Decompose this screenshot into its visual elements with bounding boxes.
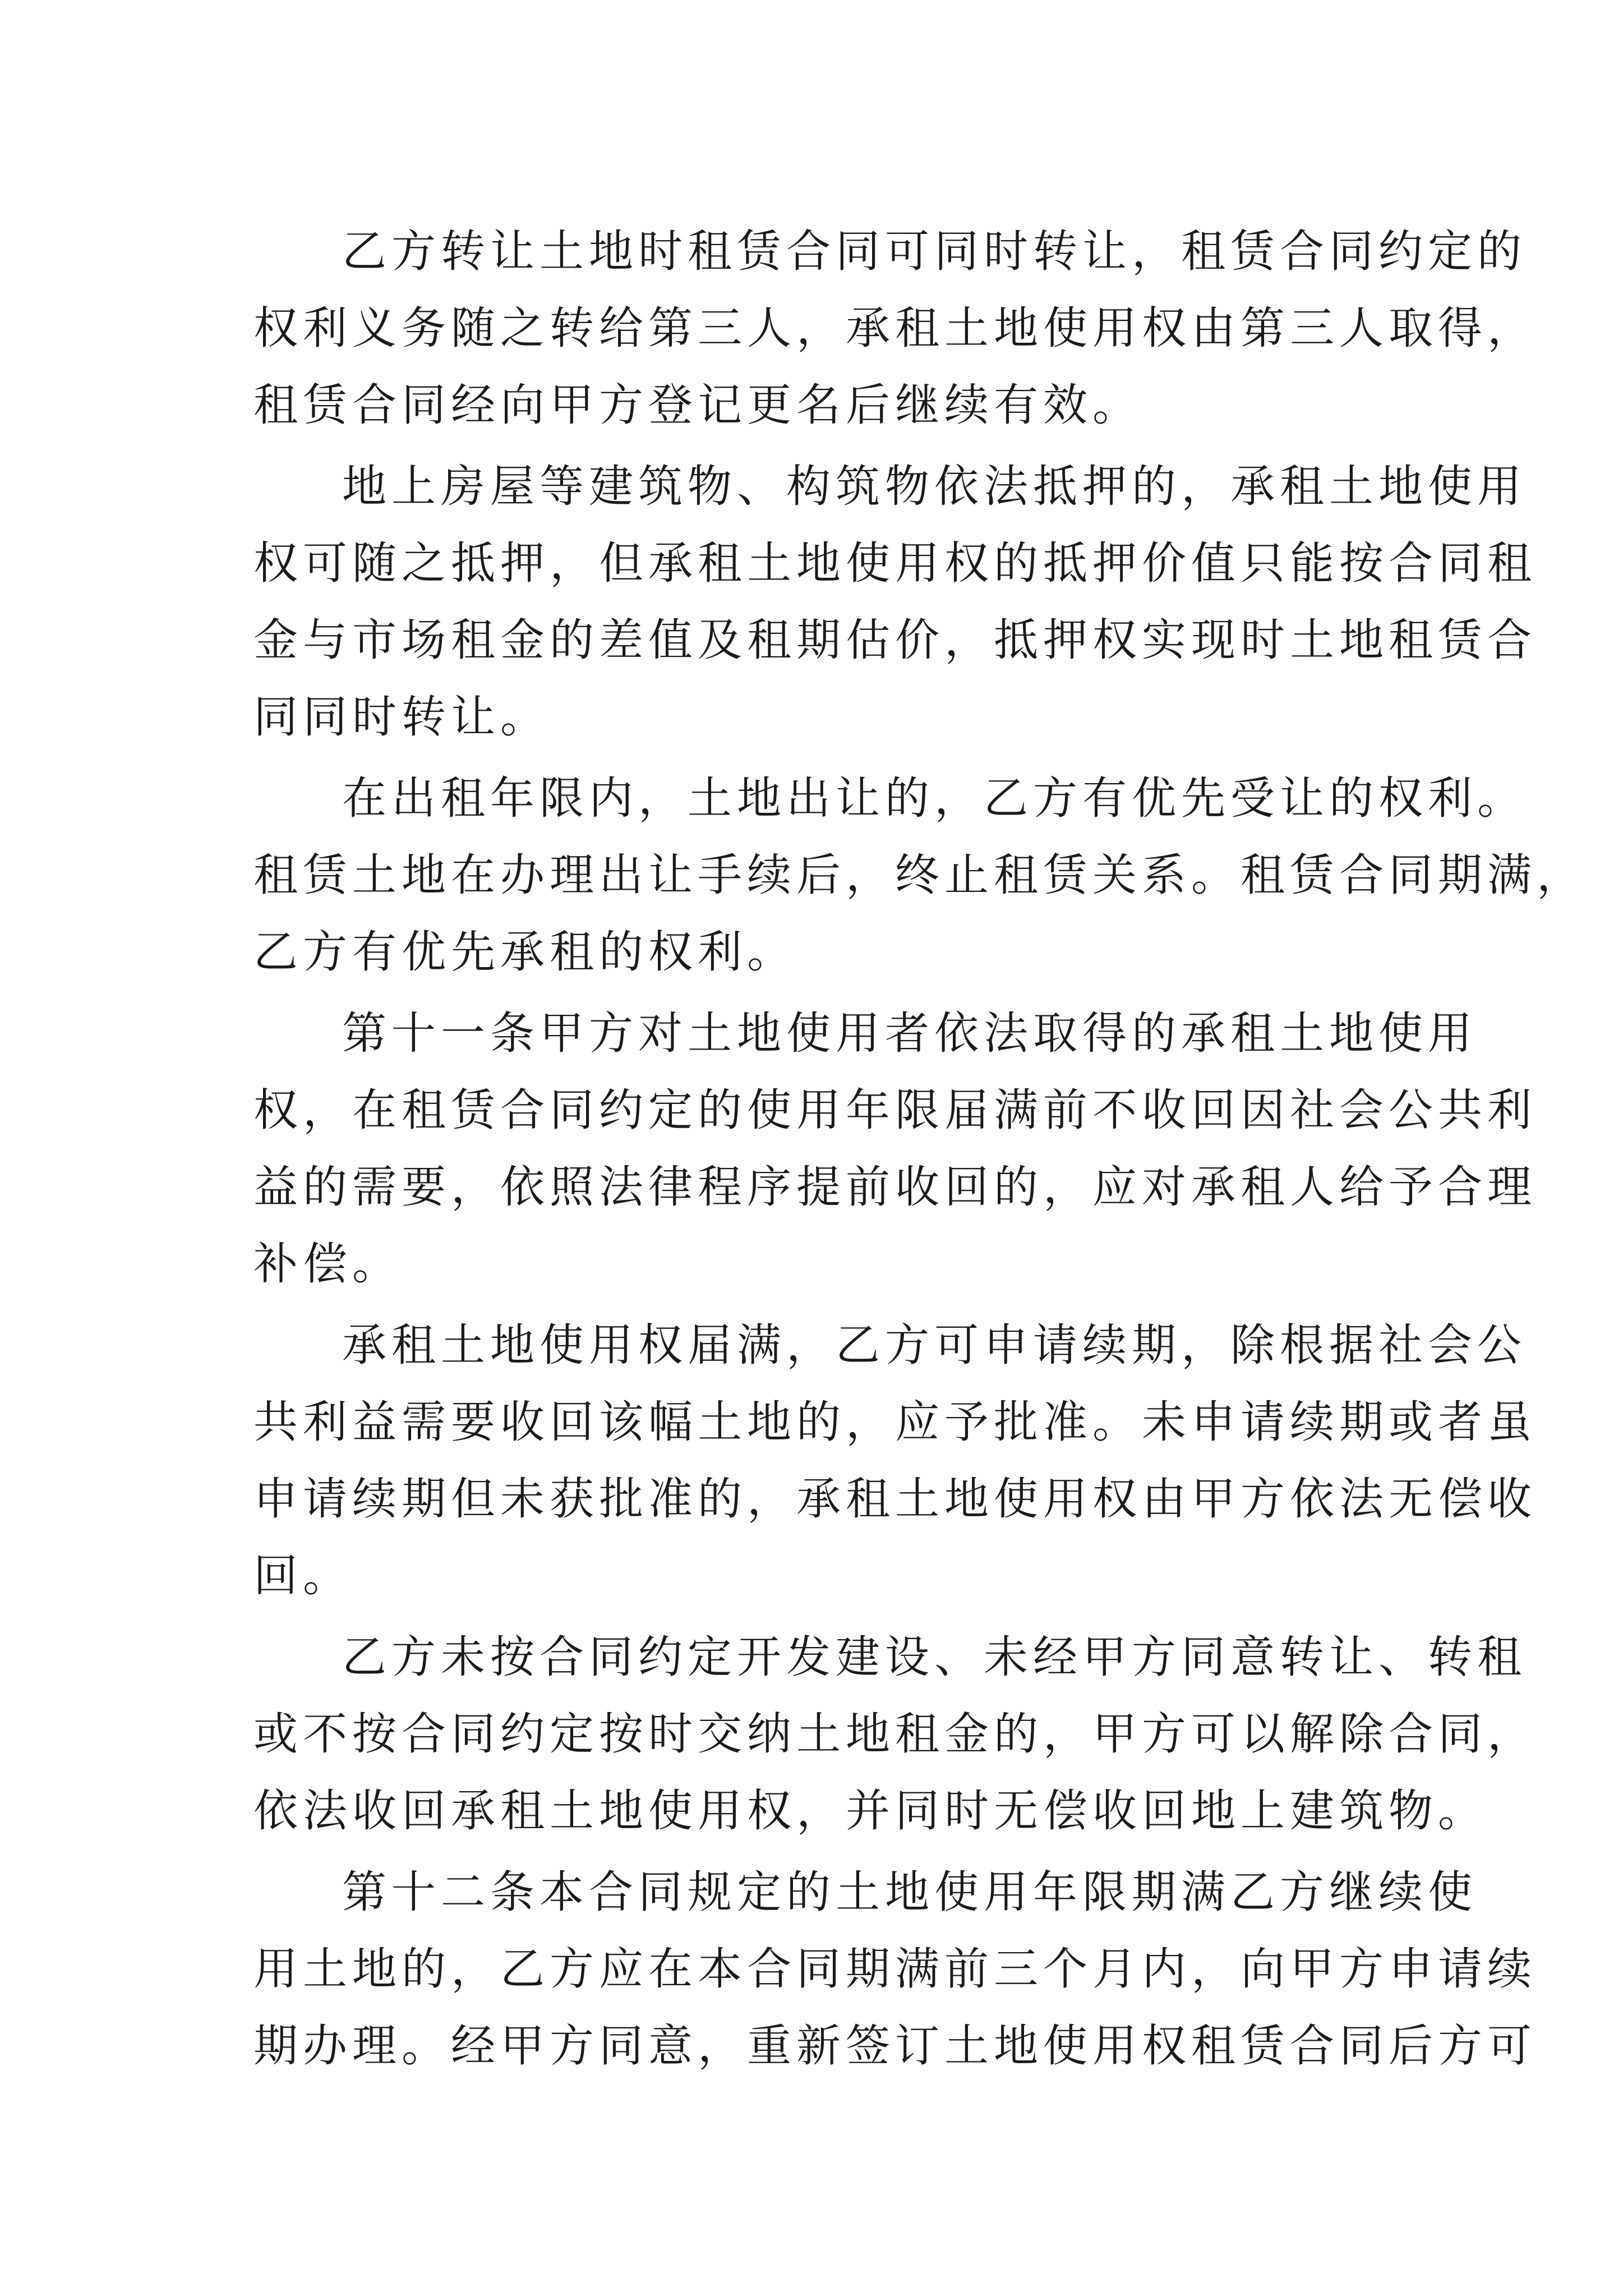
text-line: 补偿。 [253,1238,402,1290]
text-line: 权利义务随之转给第三人，承租土地使用权由第三人取得， [253,302,1537,354]
text-line: 权可随之抵押，但承租土地使用权的抵押价值只能按合同租 [253,537,1537,589]
paragraph-5 [253,1307,1537,1614]
text-line: 回。 [253,1550,352,1602]
text-line: 权，在租赁合同约定的使用年限届满前不收回因社会公共利 [253,1084,1537,1136]
contract-body [253,213,1586,2085]
text-line: 租赁土地在办理出让手续后，终止租赁关系。租赁合同期满， [253,849,1586,901]
text-line: 期办理。经甲方同意，重新签订土地使用权租赁合同后方可 [253,2020,1537,2072]
text-line: 地上房屋等建筑物、构筑物依法抵押的，承租土地使用 [342,461,1527,512]
paragraph-article-12 [253,1854,1537,2085]
text-line: 第十一条甲方对土地使用者依法取得的承租土地使用 [342,1007,1477,1059]
text-line: 共利益需要收回该幅土地的，应予批准。未申请续期或者虽 [253,1396,1537,1448]
paragraph-1 [253,213,1537,444]
text-line: 乙方未按合同约定开发建设、未经甲方同意转让、转租 [342,1631,1527,1683]
text-line: 承租土地使用权届满，乙方可申请续期，除根据社会公 [342,1319,1527,1371]
text-line: 益的需要，依照法律程序提前收回的，应对承租人给予合理 [253,1161,1537,1213]
paragraph-2 [253,448,1537,756]
paragraph-article-11 [253,995,1537,1303]
text-line: 金与市场租金的差值及租期估价，抵押权实现时土地租赁合 [253,614,1537,666]
text-line: 在出租年限内，土地出让的，乙方有优先受让的权利。 [342,772,1527,824]
text-line: 或不按合同约定按时交纳土地租金的，甲方可以解除合同， [253,1708,1537,1760]
text-line: 依法收回承租土地使用权，并同时无偿收回地上建筑物。 [253,1785,1487,1837]
text-line: 申请续期但未获批准的，承租土地使用权由甲方依法无偿收 [253,1473,1537,1525]
paragraph-6 [253,1619,1537,1849]
text-line: 乙方转让土地时租赁合同可同时转让，租赁合同约定的 [342,226,1527,277]
text-line: 租赁合同经向甲方登记更名后继续有效。 [253,379,1142,431]
text-line: 第十二条本合同规定的土地使用年限期满乙方继续使 [342,1866,1477,1918]
text-line: 乙方有优先承租的权利。 [253,926,796,978]
text-line: 用土地的，乙方应在本合同期满前三个月内，向甲方申请续 [253,1943,1537,1995]
paragraph-3 [253,760,1586,991]
text-line: 同同时转让。 [253,691,550,743]
